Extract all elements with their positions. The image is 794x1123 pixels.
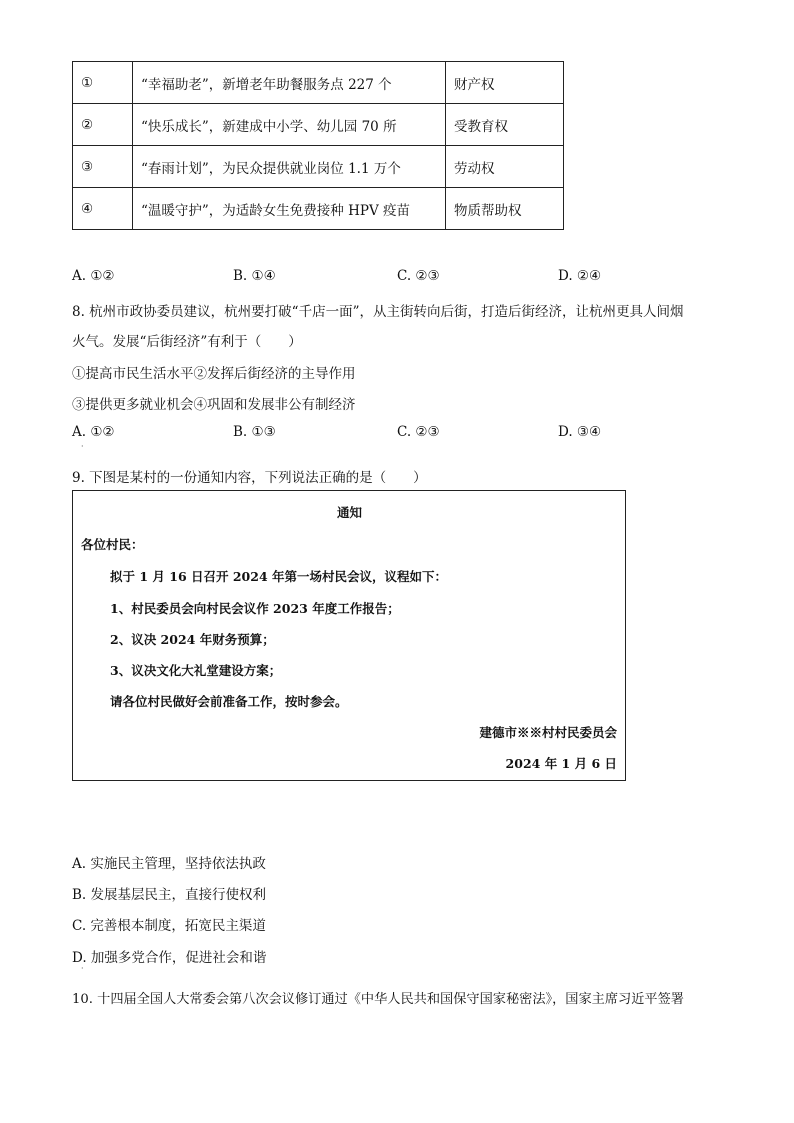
- notice-title: 通知: [337, 505, 363, 520]
- notice-signature: 建德市※※村村民委员会: [479, 725, 617, 740]
- row-number: ④: [73, 188, 133, 230]
- row-number: ③: [73, 146, 133, 188]
- rights-table: [72, 61, 564, 230]
- q7-option-c[interactable]: C. ②③: [397, 268, 440, 284]
- q8-stem-line1: 8. 杭州市政协委员建议，杭州要打破“千店一面”，从主街转向后街，打造后街经济，让杭州更具人间烟: [72, 304, 684, 320]
- q8-option-d[interactable]: D. ③④: [558, 424, 602, 440]
- dot-mark: ·: [81, 442, 84, 451]
- row-description: “温暖守护”，为适龄女生免费接种 HPV 疫苗: [133, 188, 446, 230]
- notice-intro: 拟于 1 月 16 日召开 2024 年第一场村民会议，议程如下：: [110, 569, 447, 584]
- notice-salutation: 各位村民：: [81, 537, 144, 552]
- row-number: ②: [73, 104, 133, 146]
- notice-date: 2024 年 1 月 6 日: [505, 756, 617, 771]
- q9-option-b[interactable]: B. 发展基层民主，直接行使权利: [72, 887, 267, 903]
- row-right: 受教育权: [446, 104, 564, 146]
- row-description: “春雨计划”，为民众提供就业岗位 1.1 万个: [133, 146, 446, 188]
- q8-stem-line2: 火气。发展“后街经济”有利于（ ）: [72, 334, 302, 350]
- q7-option-d[interactable]: D. ②④: [558, 268, 602, 284]
- row-right: 财产权: [446, 62, 564, 104]
- q10-stem: 10. 十四届全国人大常委会第八次会议修订通过《中华人民共和国保守国家秘密法》，国家主席习近平签署: [72, 992, 684, 1007]
- row-description: “快乐成长”，新建成中小学、幼儿园 70 所: [133, 104, 446, 146]
- row-right: 劳动权: [446, 146, 564, 188]
- q7-option-a[interactable]: A. ①②: [72, 268, 115, 284]
- notice-item-1: 1、村民委员会向村民会议作 2023 年度工作报告；: [110, 601, 400, 616]
- table-row: [73, 146, 564, 188]
- q8-statements-1: ①提高市民生活水平②发挥后街经济的主导作用: [72, 366, 356, 382]
- table-row: [73, 188, 564, 230]
- q8-statements-2: ③提供更多就业机会④巩固和发展非公有制经济: [72, 397, 356, 413]
- notice-box: [72, 490, 626, 781]
- table-row: [73, 104, 564, 146]
- q8-option-c[interactable]: C. ②③: [397, 424, 440, 440]
- row-number: ①: [73, 62, 133, 104]
- q8-option-a[interactable]: A. ①②: [72, 424, 115, 440]
- notice-item-2: 2、议决 2024 年财务预算；: [110, 632, 275, 647]
- dot-mark: ·: [81, 964, 84, 973]
- row-description: “幸福助老”，新增老年助餐服务点 227 个: [133, 62, 446, 104]
- table-row: [73, 62, 564, 104]
- notice-closing: 请各位村民做好会前准备工作，按时参会。: [110, 694, 348, 709]
- q9-option-d[interactable]: D. 加强多党合作，促进社会和谐: [72, 950, 267, 966]
- row-right: 物质帮助权: [446, 188, 564, 230]
- q9-option-c[interactable]: C. 完善根本制度，拓宽民主渠道: [72, 918, 266, 934]
- notice-item-3: 3、议决文化大礼堂建设方案；: [110, 663, 282, 678]
- q9-option-a[interactable]: A. 实施民主管理，坚持依法执政: [72, 856, 266, 872]
- q7-option-b[interactable]: B. ①④: [233, 268, 276, 284]
- q9-stem: 9. 下图是某村的一份通知内容，下列说法正确的是（ ）: [72, 470, 427, 486]
- q8-option-b[interactable]: B. ①③: [233, 424, 276, 440]
